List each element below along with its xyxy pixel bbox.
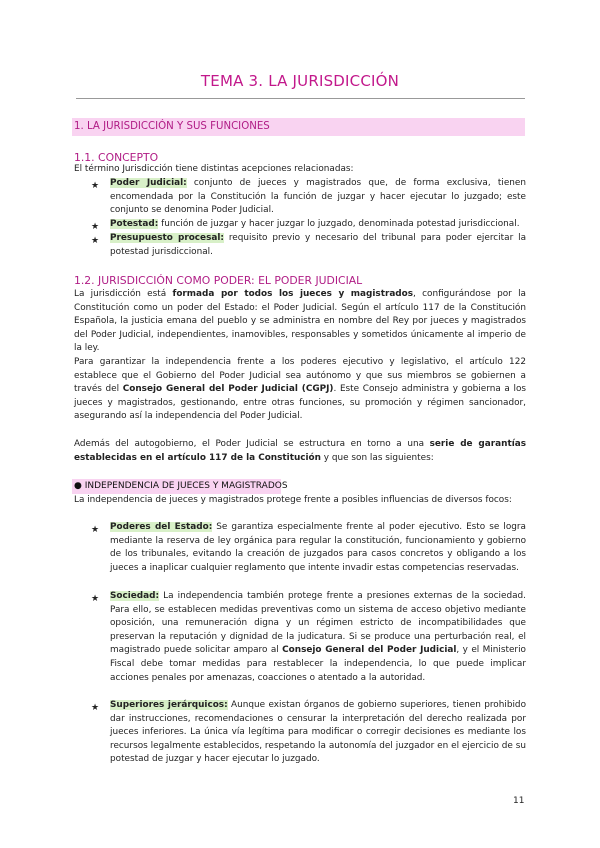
concepto-item-text: conjunto de jueces y magistrados que, de forma exclusiva, tienen encomendada por la Constitución la función de juzgar y hacer ejecutar lo juzgado; este conjunto se denomina Poder Judicial. [110, 178, 526, 216]
independencia-item-text: Aunque existan órganos de gobierno superiores, tienen prohibido dar instrucciones, recomendaciones o censurar la interpretación del derecho realizada por jueces inferiores. La única vía legítima para modificar o corregir decisiones es mediante los recursos legalmente establecidos, respetando la autonomía del juzgador en el ejercicio de su potestad de juzgar y hacer ejecutar lo juzgado. [110, 700, 526, 765]
subsection-title-concepto: 1.1. CONCEPTO [74, 151, 159, 164]
independencia-intro: La independencia de jueces y magistrados protege frente a posibles influencias de diversos focos: [74, 495, 512, 505]
paragraph-text: y que son las siguientes: [320, 452, 434, 463]
independencia-item [110, 521, 526, 575]
star-bullet-icon: ★ [91, 236, 100, 246]
star-bullet-icon: ★ [91, 181, 100, 191]
star-bullet-icon: ★ [91, 703, 100, 713]
paragraph-bold-text: Consejo General del Poder Judicial (CGPJ) [122, 384, 334, 395]
concepto-item-term: Potestad: [110, 219, 159, 229]
title-divider [76, 98, 525, 99]
paragraph-text: Para garantizar la independencia frente a los poderes ejecutivo y legislativo, el artículo 122 establece que el Gobierno del Poder Judicial sea autónomo y que sus miembros se gobiernen a través del [74, 357, 526, 395]
independencia-item [110, 590, 526, 685]
independencia-item-bold: Consejo General del Poder Judicial [282, 645, 457, 656]
concepto-item-text: requisito previo y necesario del tribunal para poder ejercitar la potestad jurisdiccional. [110, 233, 527, 257]
independencia-item-text: La independencia también protege frente a presiones externas de la sociedad. Para ello, se establecen medidas preventivas como un sistema de acceso objetivo mediante oposición, una remuneración digna y un régimen estricto de incompatibilidades que preservan la reputación y dignidad de la judicatura. Si se produce una perturbación real, el magistrado puede solicitar amparo al [110, 591, 526, 656]
paragraph-text: Además del autogobierno, el Poder Judicial se estructura en torno a una [74, 439, 430, 449]
concepto-item-term: Presupuesto procesal: [110, 233, 224, 243]
paragraph-bold-text: serie de garantías establecidas en el artículo 117 de la Constitución [74, 439, 527, 463]
concepto-item-text: función de juzgar y hacer juzgar lo juzgado, denominada potestad jurisdiccional. [158, 219, 520, 229]
concepto-item [110, 232, 526, 259]
star-bullet-icon: ★ [91, 525, 100, 535]
concepto-intro: El término Jurisdicción tiene distintas acepciones relacionadas: [74, 164, 354, 174]
paragraph-text: La jurisdicción está [74, 289, 173, 299]
subsection-title-poder-judicial: 1.2. JURISDICCIÓN COMO PODER: EL PODER JUDICIAL [74, 274, 363, 287]
paragraph-bold-text: formada por todos los jueces y magistrados [172, 289, 414, 299]
independencia-item-term: Superiores jerárquicos: [110, 700, 228, 710]
page-number: 11 [513, 796, 525, 806]
poder-paragraph-2 [74, 356, 526, 424]
star-bullet-icon: ★ [91, 594, 100, 604]
independencia-item-text: , y el Ministerio Fiscal debe tomar medidas para restablecer la independencia, lo que puede implicar acciones penales por amenazas, coacciones o atentado a la autoridad. [110, 645, 526, 683]
independencia-item-term: Sociedad: [110, 591, 160, 601]
concepto-item [110, 218, 526, 232]
concepto-item [110, 177, 526, 218]
page-title: TEMA 3. LA JURISDICCIÓN [200, 72, 400, 90]
poder-paragraph-3 [74, 438, 526, 465]
star-bullet-icon: ★ [91, 222, 100, 232]
paragraph-text: . Este Consejo administra y gobierna a los jueces y magistrados, gestionando, entre otras funciones, su promoción y régimen sancionador, asegurando así la independencia del Poder Judicial. [74, 384, 527, 422]
independencia-heading: ● INDEPENDENCIA DE JUECES Y MAGISTRADOS [74, 481, 288, 491]
concepto-item-term: Poder Judicial: [110, 178, 187, 188]
poder-paragraph-1 [74, 288, 526, 356]
section-title: 1. LA JURISDICCIÓN Y SUS FUNCIONES [74, 121, 270, 132]
independencia-item [110, 699, 526, 767]
paragraph-text: , configurándose por la Constitución como un poder del Estado: el Poder Judicial. Según el artículo 117 de la Constitución Española, la justicia emana del pueblo y se administra en nombre del Rey por jueces y magistrados del Poder Judicial, independientes, inamovibles, responsables y sometidos únicamente al imperio de la ley. [74, 289, 526, 354]
independencia-item-term: Poderes del Estado: [110, 522, 213, 532]
independencia-item-text: Se garantiza especialmente frente al poder ejecutivo. Esto se logra mediante la reserva de ley orgánica para regular la constitución, funcionamiento y gobierno de los tribunales, evitando la creación de juzgados para casos concretos y obligando a los jueces a inaplicar cualquier reglamento que intente invadir estas competencias reservadas. [110, 522, 526, 573]
